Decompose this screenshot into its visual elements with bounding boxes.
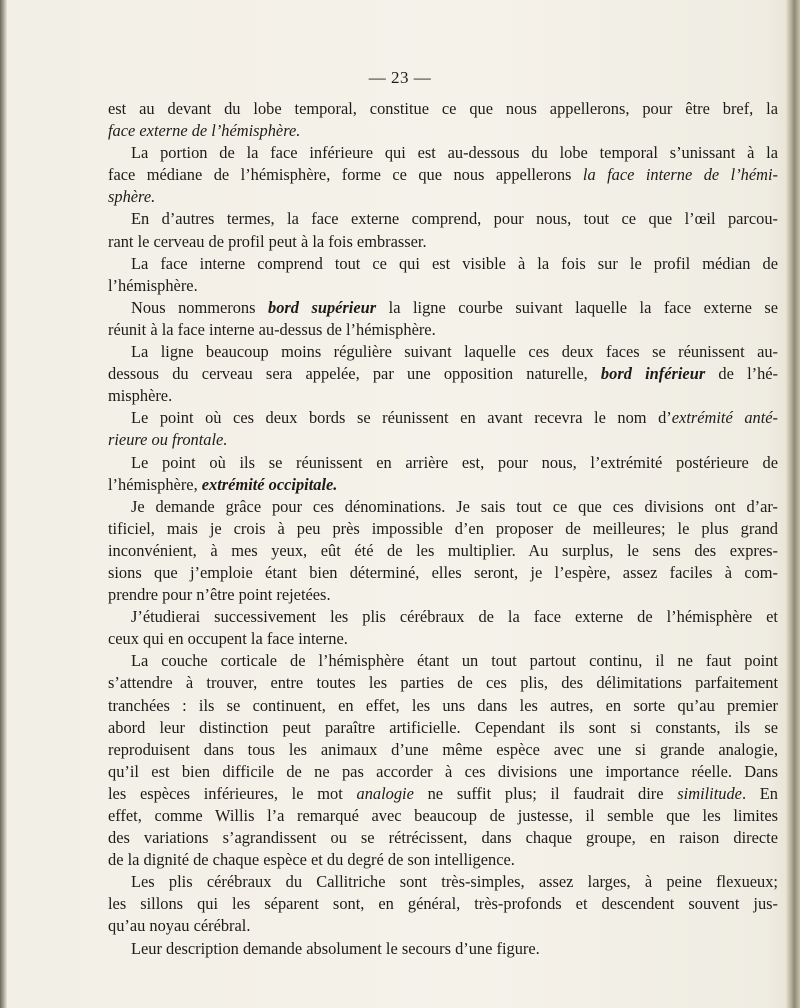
text-segment: réunit à la face interne au-dessus de l’hémisphère. xyxy=(108,319,436,339)
text-line xyxy=(108,341,778,363)
text-segment: tranchées : ils se continuent, en effet, les uns dans les autres, en sorte qu’au premier xyxy=(108,695,778,715)
text-line xyxy=(108,739,778,761)
text-line xyxy=(108,827,778,849)
text-line xyxy=(108,606,778,628)
emphasized-term: similitude xyxy=(677,783,742,803)
text-line xyxy=(108,253,778,275)
page-right-edge xyxy=(786,0,800,1008)
text-segment: En d’autres termes, la face externe comprend, pour nous, tout ce que l’œil parcou- xyxy=(131,209,778,229)
text-segment: des variations s’agrandissent ou se rétrécissent, dans chaque groupe, en raison directe xyxy=(108,828,778,848)
emphasized-term: rieure ou frontale. xyxy=(108,430,228,450)
text-segment: La couche corticale de l’hémisphère étant un tout partout continu, il ne faut point xyxy=(131,651,778,671)
text-line xyxy=(108,938,778,960)
body-text xyxy=(108,98,778,960)
text-segment: de la dignité de chaque espèce et du degré de son intelligence. xyxy=(108,850,515,870)
text-segment: abord leur distinction peut paraître artificielle. Cependant ils sont si constants, ils se xyxy=(108,717,778,737)
text-line xyxy=(108,783,778,805)
text-line xyxy=(108,385,778,407)
text-segment: La ligne beaucoup moins régulière suivant laquelle ces deux faces se réunissent au- xyxy=(131,342,778,362)
text-line xyxy=(108,540,778,562)
text-line xyxy=(108,120,778,142)
page-left-edge xyxy=(0,0,7,1008)
text-segment: Le point où ces deux bords se réunissent en avant recevra le nom d’ xyxy=(131,408,672,428)
text-segment: Le point où ils se réunissent en arrière est, pour nous, l’extrémité postérieure de xyxy=(131,452,778,472)
text-line xyxy=(108,186,778,208)
text-segment: Nous nommerons xyxy=(131,297,268,317)
text-line xyxy=(108,452,778,474)
text-segment: sions que j’emploie étant bien déterminé, elles seront, je l’espère, assez faciles à com- xyxy=(108,562,778,582)
text-line xyxy=(108,893,778,915)
text-segment: qu’il est bien difficile de ne pas accorder à ces divisions une importance réelle. Dans xyxy=(108,761,778,781)
text-segment: dessous du cerveau sera appelée, par une opposition naturelle, xyxy=(108,364,601,384)
text-segment: s’attendre à trouver, entre toutes les parties de ces plis, des délimitations parfaitement xyxy=(108,673,778,693)
text-line xyxy=(108,407,778,429)
text-line xyxy=(108,275,778,297)
text-segment: misphère. xyxy=(108,386,173,406)
text-segment: les sillons qui les séparent sont, en général, très-profonds et descendent souvent jus- xyxy=(108,894,778,914)
emphasized-term: sphère. xyxy=(108,187,156,207)
text-segment: l’hémisphère, xyxy=(108,474,202,494)
emphasized-term: analogie xyxy=(356,783,414,803)
text-segment: tificiel, mais je crois à peu près impossible d’en proposer de meilleures; le plus grand xyxy=(108,518,778,538)
text-line xyxy=(108,672,778,694)
text-line xyxy=(108,496,778,518)
text-line xyxy=(108,562,778,584)
text-line xyxy=(108,319,778,341)
text-line xyxy=(108,363,778,385)
text-line xyxy=(108,584,778,606)
text-segment: face médiane de l’hémisphère, forme ce que nous appellerons xyxy=(108,165,583,185)
text-segment: Leur description demande absolument le secours d’une figure. xyxy=(131,938,540,958)
text-segment: reproduisent dans tous les animaux d’une même espèce avec une si grande analogie, xyxy=(108,739,778,759)
emphasized-term: extrémité anté- xyxy=(671,408,778,428)
text-segment: prendre pour n’être point rejetées. xyxy=(108,585,331,605)
text-line xyxy=(108,474,778,496)
text-line xyxy=(108,871,778,893)
text-segment: la ligne courbe suivant laquelle la face externe se xyxy=(376,297,778,317)
text-segment: de l’hé- xyxy=(705,364,778,384)
text-line xyxy=(108,518,778,540)
text-line xyxy=(108,805,778,827)
text-line xyxy=(108,628,778,650)
text-segment: La face interne comprend tout ce qui est visible à la fois sur le profil médian de xyxy=(131,253,778,273)
text-line xyxy=(108,849,778,871)
text-segment: La portion de la face inférieure qui est au-dessous du lobe temporal s’unissant à la xyxy=(131,143,778,163)
text-line xyxy=(108,429,778,451)
text-segment: effet, comme Willis l’a remarqué avec beaucoup de justesse, il semble que les limites xyxy=(108,806,778,825)
text-segment: l’hémisphère. xyxy=(108,275,198,295)
text-segment: les espèces inférieures, le mot xyxy=(108,783,357,803)
text-segment: rant le cerveau de profil peut à la fois embrasser. xyxy=(108,231,427,251)
text-segment: qu’au noyau cérébral. xyxy=(108,916,251,936)
emphasized-term: bord supérieur xyxy=(268,297,377,317)
text-line xyxy=(108,761,778,783)
emphasized-term: extrémité occipitale. xyxy=(201,474,338,494)
page-number: — 23 — xyxy=(368,68,432,87)
emphasized-term: la face interne de l’hémi- xyxy=(582,165,778,185)
emphasized-term: bord inférieur xyxy=(600,364,706,384)
text-line xyxy=(108,717,778,739)
text-segment: ne suffit plus; il faudrait dire xyxy=(413,783,678,803)
text-line xyxy=(108,208,778,230)
emphasized-term: face externe de l’hémisphère. xyxy=(108,121,301,141)
text-line xyxy=(108,297,778,319)
text-segment: Les plis cérébraux du Callitriche sont très-simples, assez larges, à peine flexueux; xyxy=(131,872,778,892)
text-line xyxy=(108,915,778,937)
text-line xyxy=(108,164,778,186)
text-line xyxy=(108,650,778,672)
text-segment: inconvénient, à mes yeux, eût été de les multiplier. Au surplus, le sens des expres- xyxy=(108,540,778,560)
text-segment: ceux qui en occupent la face interne. xyxy=(108,629,348,649)
text-line xyxy=(108,142,778,164)
text-line xyxy=(108,98,778,120)
text-segment: J’étudierai successivement les plis cérébraux de la face externe de l’hémisphère et xyxy=(131,607,778,627)
text-segment: . En xyxy=(741,783,778,803)
text-segment: Je demande grâce pour ces dénominations. Je sais tout ce que ces divisions ont d’ar- xyxy=(131,496,778,516)
text-line xyxy=(108,695,778,717)
text-line xyxy=(108,231,778,253)
text-segment: est au devant du lobe temporal, constitue ce que nous appellerons, pour être bref, la xyxy=(108,99,778,118)
